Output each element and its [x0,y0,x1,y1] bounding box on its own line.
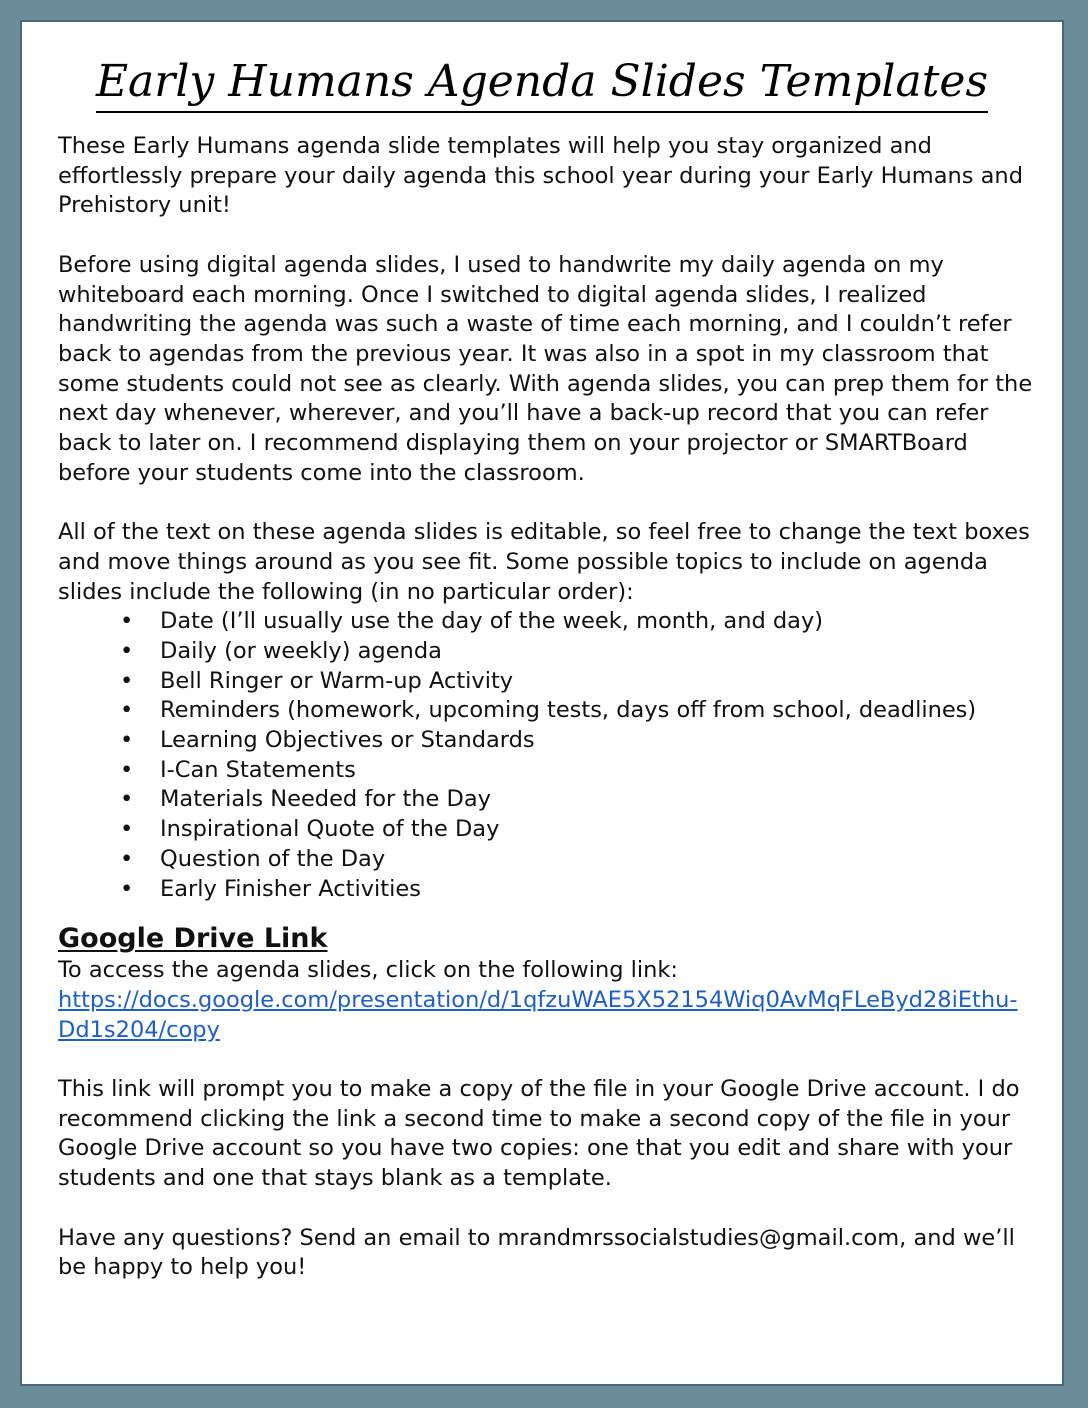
bullet: • [120,667,134,694]
document-page [20,20,1064,1386]
bullet: • [120,816,134,843]
google-drive-heading: Google Drive Link [58,923,328,955]
bullet: • [120,845,134,872]
page-title: Early Humans Agenda Slides Templates [22,58,1062,106]
background-paragraph: Before using digital agenda slides, I used to handwrite my daily agenda on my whiteboard each morning. Once I switched to digital agenda slides, I realized handwriting the agenda was such a waste of time each morning, and I couldn’t refer back to agendas from the previous year. It was also in a spot in my classroom that some students could not see as clearly. With agenda slides, you can prep them for the next day whenever, wherever, and you’ll have a back-up record that you can refer back to later on. I recommend displaying them on your projector or SMARTBoard before your students come into the classroom. [58,251,1033,486]
list-item: • I-Can Statements [58,756,1033,786]
drive-intro: To access the agenda slides, click on the following link: [58,957,679,984]
contact-paragraph: Have any questions? Send an email to mrandmrssocialstudies@gmail.com, and we’ll be happy to help you! [58,1224,1015,1281]
bullet: • [120,875,134,902]
google-drive-link[interactable]: https://docs.google.com/presentation/d/1qfzuWAE5X52154Wiq0AvMqFLeByd28iEthu-Dd1s204/copy [58,986,1018,1043]
topics-list [58,607,1033,904]
list-item: • Reminders (homework, upcoming tests, days off from school, deadlines) [58,696,1033,726]
list-item: • Materials Needed for the Day [58,785,1033,815]
bullet: • [120,697,134,724]
list-item: • Question of the Day [58,845,1033,875]
list-item: • Date (I’ll usually use the day of the week, month, and day) [58,607,1033,637]
intro-paragraph: These Early Humans agenda slide templates will help you stay organized and effortlessly prepare your daily agenda this school year during your Early Humans and Prehistory unit! [58,133,1023,219]
bullet: • [120,727,134,754]
bullet: • [120,637,134,664]
list-item: • Inspirational Quote of the Day [58,815,1033,845]
list-item: • Early Finisher Activities [58,875,1033,905]
bullet: • [120,756,134,783]
list-item: • Learning Objectives or Standards [58,726,1033,756]
list-item: • Bell Ringer or Warm-up Activity [58,667,1033,697]
editable-text-paragraph: All of the text on these agenda slides is editable, so feel free to change the text boxes and move things around as you see fit. Some possible topics to include on agenda slides include the following (in no particular order): [58,519,1030,605]
list-item: • Daily (or weekly) agenda [58,637,1033,667]
bullet: • [120,608,134,635]
bullet: • [120,786,134,813]
document-body [58,132,1033,1283]
copy-instructions-paragraph: This link will prompt you to make a copy of the file in your Google Drive account. I do recommend clicking the link a second time to make a second copy of the file in your Google Drive account so you have two copies: one that you edit and share with your students and one that stays blank as a template. [58,1076,1020,1192]
